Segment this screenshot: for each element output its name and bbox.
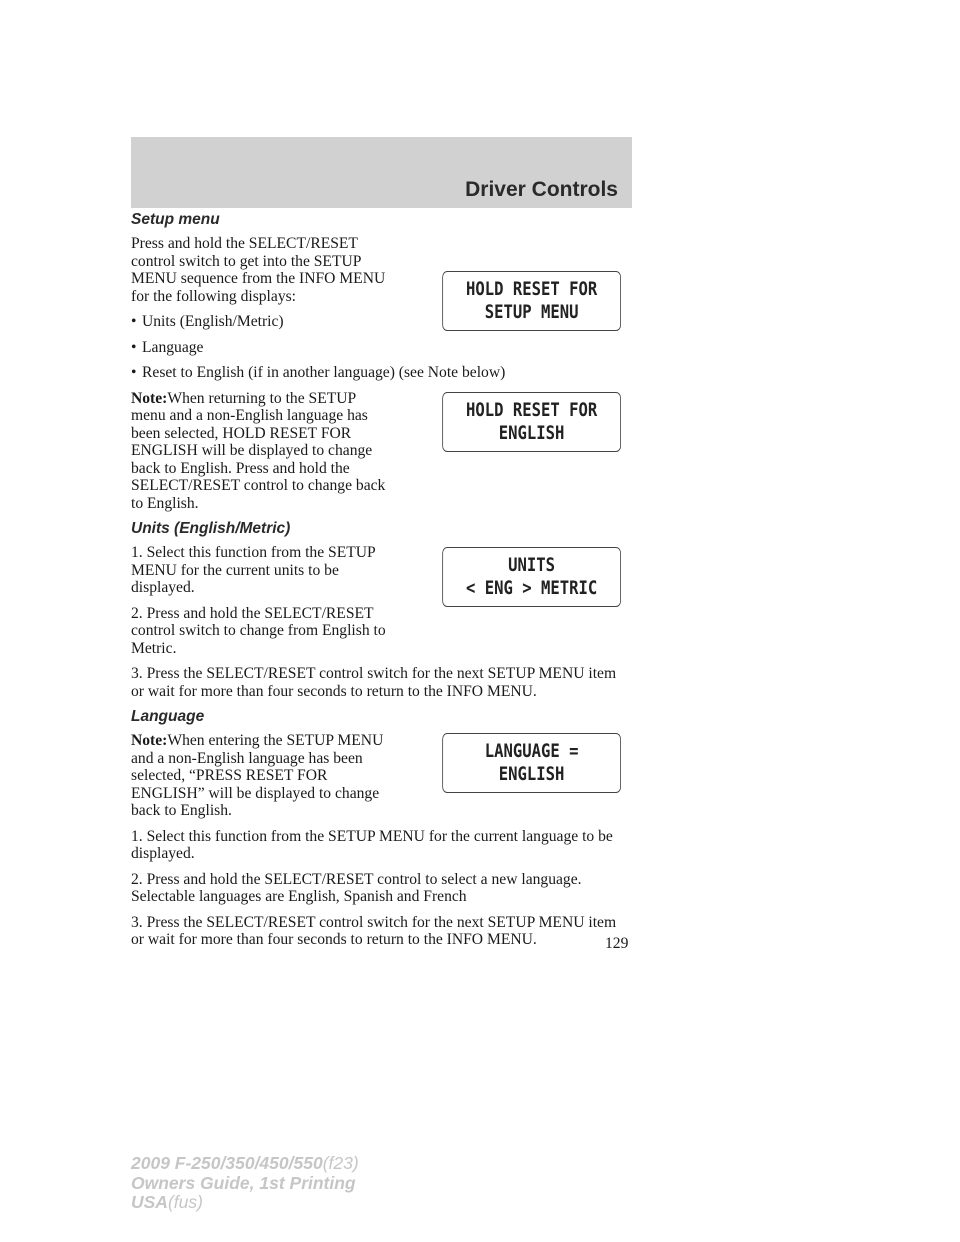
setup-options-list <box>131 313 632 382</box>
note-label: Note: <box>131 389 168 407</box>
language-step-3: 3. Press the SELECT/RESET control switch for the next SETUP MENU item or wait for more than four seconds to return to the INFO MENU. <box>131 913 617 948</box>
note-text: When entering the SETUP MENU and a non-English language has been selected, “PRESS RESET FOR ENGLISH” will be displayed to change back to English. <box>131 732 384 819</box>
display-line-2: ENGLISH <box>498 763 565 785</box>
note-label: Note: <box>131 732 168 749</box>
language-note-row <box>131 732 632 820</box>
language-step-1: 1. Select this function from the SETUP MENU for the current language to be displayed. <box>131 827 613 862</box>
display-line-1: UNITS <box>508 554 556 576</box>
language-heading: Language <box>131 708 205 725</box>
language-note <box>131 732 386 820</box>
footer-line-2: Owners Guide, 1st Printing <box>131 1172 356 1193</box>
page-content <box>131 211 632 957</box>
print-footer <box>131 1154 359 1213</box>
header-band <box>131 137 632 208</box>
bullet: • <box>131 364 137 381</box>
bullet: • <box>131 313 137 330</box>
units-heading: Units (English/Metric) <box>131 520 291 537</box>
note-text: When returning to the SETUP menu and a non-English language has been selected, HOLD RESET FOR ENGLISH will be displayed to change back to English. Press and hold the SELECT/RESET control to change back to English. <box>131 389 386 512</box>
section-title: Driver Controls <box>465 178 618 201</box>
language-step-2: 2. Press and hold the SELECT/RESET control to select a new language. Selectable languages are English, Spanish and French <box>131 870 582 905</box>
units-steps-row <box>131 544 632 657</box>
setup-note-row <box>131 390 632 513</box>
units-step-2: 2. Press and hold the SELECT/RESET control switch to change from English to Metric. <box>131 604 386 657</box>
list-item: • Reset to English (if in another language) (see Note below) <box>131 364 506 381</box>
display-line-1: HOLD RESET FOR <box>465 278 598 300</box>
setup-menu-heading: Setup menu <box>131 211 220 228</box>
display-line-2: SETUP MENU <box>484 301 579 323</box>
units-display <box>442 547 621 607</box>
display-line-1: HOLD RESET FOR <box>465 398 598 421</box>
footer-line-3: USA(fus) <box>131 1192 203 1212</box>
setup-note <box>131 390 386 513</box>
english-reset-display <box>442 392 621 452</box>
list-item: • Language <box>131 338 204 356</box>
display-line-1: LANGUAGE = <box>484 740 579 762</box>
display-line-2: ENGLISH <box>498 421 565 444</box>
display-line-2: < ENG > METRIC <box>465 577 598 599</box>
list-item: • Units (English/Metric) <box>131 313 284 330</box>
bullet: • <box>131 338 137 356</box>
units-step-3: 3. Press the SELECT/RESET control switch for the next SETUP MENU item or wait for more than four seconds to return to the INFO MENU. <box>131 665 617 700</box>
footer-line-1: 2009 F-250/350/450/550(f23) <box>131 1153 359 1173</box>
language-display <box>442 733 621 793</box>
page-number: 129 <box>605 935 629 952</box>
units-step-1: 1. Select this function from the SETUP MENU for the current units to be displayed. <box>131 544 376 596</box>
setup-menu-intro: Press and hold the SELECT/RESET control switch to get into the SETUP MENU sequence from the INFO MENU for the following displays: <box>131 235 386 305</box>
